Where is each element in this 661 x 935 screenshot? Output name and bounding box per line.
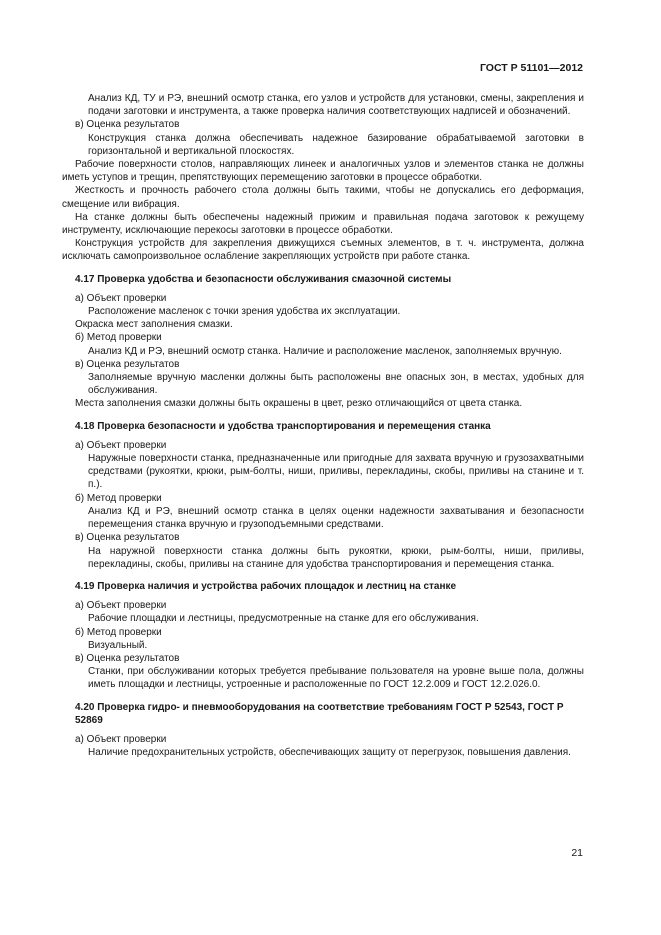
section-4-18-label-evaluation: в) Оценка результатов — [75, 532, 180, 544]
section-4-19-label-method: б) Метод проверки — [75, 626, 162, 638]
section-4-19-evaluation-text: Станки, при обслуживании которых требуется пребывание пользователя на уровне выше пола, должны иметь площадки и лестницы, устроенные и расположенные по ГОСТ 12.2.009 и ГОСТ 12.2.026.0. — [88, 666, 584, 691]
intro-paragraph-fastening: Конструкция устройств для закрепления движущихся съемных элементов, в т. ч. инструмента, должна исключать самопроизвольное ослабление закрепляющих устройств при работе станка. — [62, 238, 584, 263]
section-4-19-label-evaluation: в) Оценка результатов — [75, 652, 180, 664]
section-4-20-label-object: а) Объект проверки — [75, 733, 167, 745]
section-4-18-title: 4.18 Проверка безопасности и удобства транспортирования и перемещения станка — [75, 420, 491, 432]
section-4-17-title: 4.17 Проверка удобства и безопасности обслуживания смазочной системы — [75, 273, 452, 285]
intro-paragraph-construction: Конструкция станка должна обеспечивать надежное базирование обрабатываемой заготовки в горизонтальной и вертикальной плоскостях. — [88, 132, 584, 157]
section-4-18-object-text: Наружные поверхности станка, предназначенные или пригодные для захвата вручную и грузозахватными средствами (рукоятки, крюки, рым-болты, ниши, приливы, перекладины, скобы, приливы на станине и т. п.). — [88, 453, 584, 491]
intro-paragraph-analysis: Анализ КД, ТУ и РЭ, внешний осмотр станка, его узлов и устройств для установки, смены, закрепления и подачи заготовки и инструмента, а также проверка наличия соответствующих надписей и обозначений. — [88, 93, 584, 118]
section-4-20-object-text: Наличие предохранительных устройств, обеспечивающих защиту от перегрузок, повышения давления. — [88, 747, 571, 759]
section-4-17-label-object: а) Объект проверки — [75, 292, 167, 304]
section-4-19-method-text: Визуальный. — [88, 639, 148, 651]
section-4-18-method-text: Анализ КД и РЭ, внешний осмотр станка в целях оценки надежности захватывания и безопасности перемещения станка вручную и грузоподъемными средствами. — [88, 505, 584, 531]
intro-label-evaluation: в) Оценка результатов — [75, 119, 180, 131]
section-4-17-evaluation-text: Заполняемые вручную масленки должны быть расположены вне опасных зон, в местах, удобных для обслуживания. — [88, 372, 584, 397]
page-content — [62, 92, 584, 759]
page-number: 21 — [571, 847, 583, 859]
section-4-17-method-text: Анализ КД и РЭ, внешний осмотр станка. Наличие и расположение масленок, заполняемых вручную. — [88, 345, 562, 357]
section-4-17-object-text: Расположение масленок с точки зрения удобства их эксплуатации. — [88, 306, 401, 318]
section-4-18-label-object: а) Объект проверки — [75, 439, 167, 451]
intro-paragraph-rigidity: Жесткость и прочность рабочего стола должны быть такими, чтобы не допускались его деформация, смещение или вибрация. — [62, 185, 584, 210]
intro-paragraph-clamping: На станке должны быть обеспечены надежный прижим и правильная подача заготовок к режущему инструменту, исключающие перекосы заготовки в процессе обработки. — [62, 211, 584, 237]
section-4-19-title: 4.19 Проверка наличия и устройства рабочих площадок и лестниц на станке — [75, 580, 457, 592]
section-4-19-object-text: Рабочие площадки и лестницы, предусмотренные на станке для его обслуживания. — [88, 613, 479, 625]
section-4-17-label-method: б) Метод проверки — [75, 332, 162, 344]
section-4-18-label-method: б) Метод проверки — [75, 492, 162, 504]
section-4-18-evaluation-text: На наружной поверхности станка должны быть рукоятки, крюки, рым-болты, ниши, приливы, перекладины, скобы, приливы на станине для удобства транспортирования и перемещения станка. — [88, 545, 584, 570]
section-4-17-evaluation-text-2: Места заполнения смазки должны быть окрашены в цвет, резко отличающийся от цвета станка. — [75, 398, 523, 410]
section-4-20-title: 4.20 Проверка гидро- и пневмооборудования на соответствие требованиям ГОСТ Р 52543, ГОСТ Р 52869 — [75, 701, 564, 726]
section-4-19-label-object: а) Объект проверки — [75, 600, 167, 612]
document-number-header: ГОСТ Р 51101—2012 — [479, 62, 583, 74]
section-4-17-label-evaluation: в) Оценка результатов — [75, 358, 180, 370]
section-4-17-object-text-2: Окраска мест заполнения смазки. — [75, 319, 233, 331]
intro-paragraph-surfaces: Рабочие поверхности столов, направляющих линеек и аналогичных узлов и элементов станка не должны иметь уступов и трещин, препятствующих перемещению заготовки в процессе обработки. — [62, 159, 584, 184]
